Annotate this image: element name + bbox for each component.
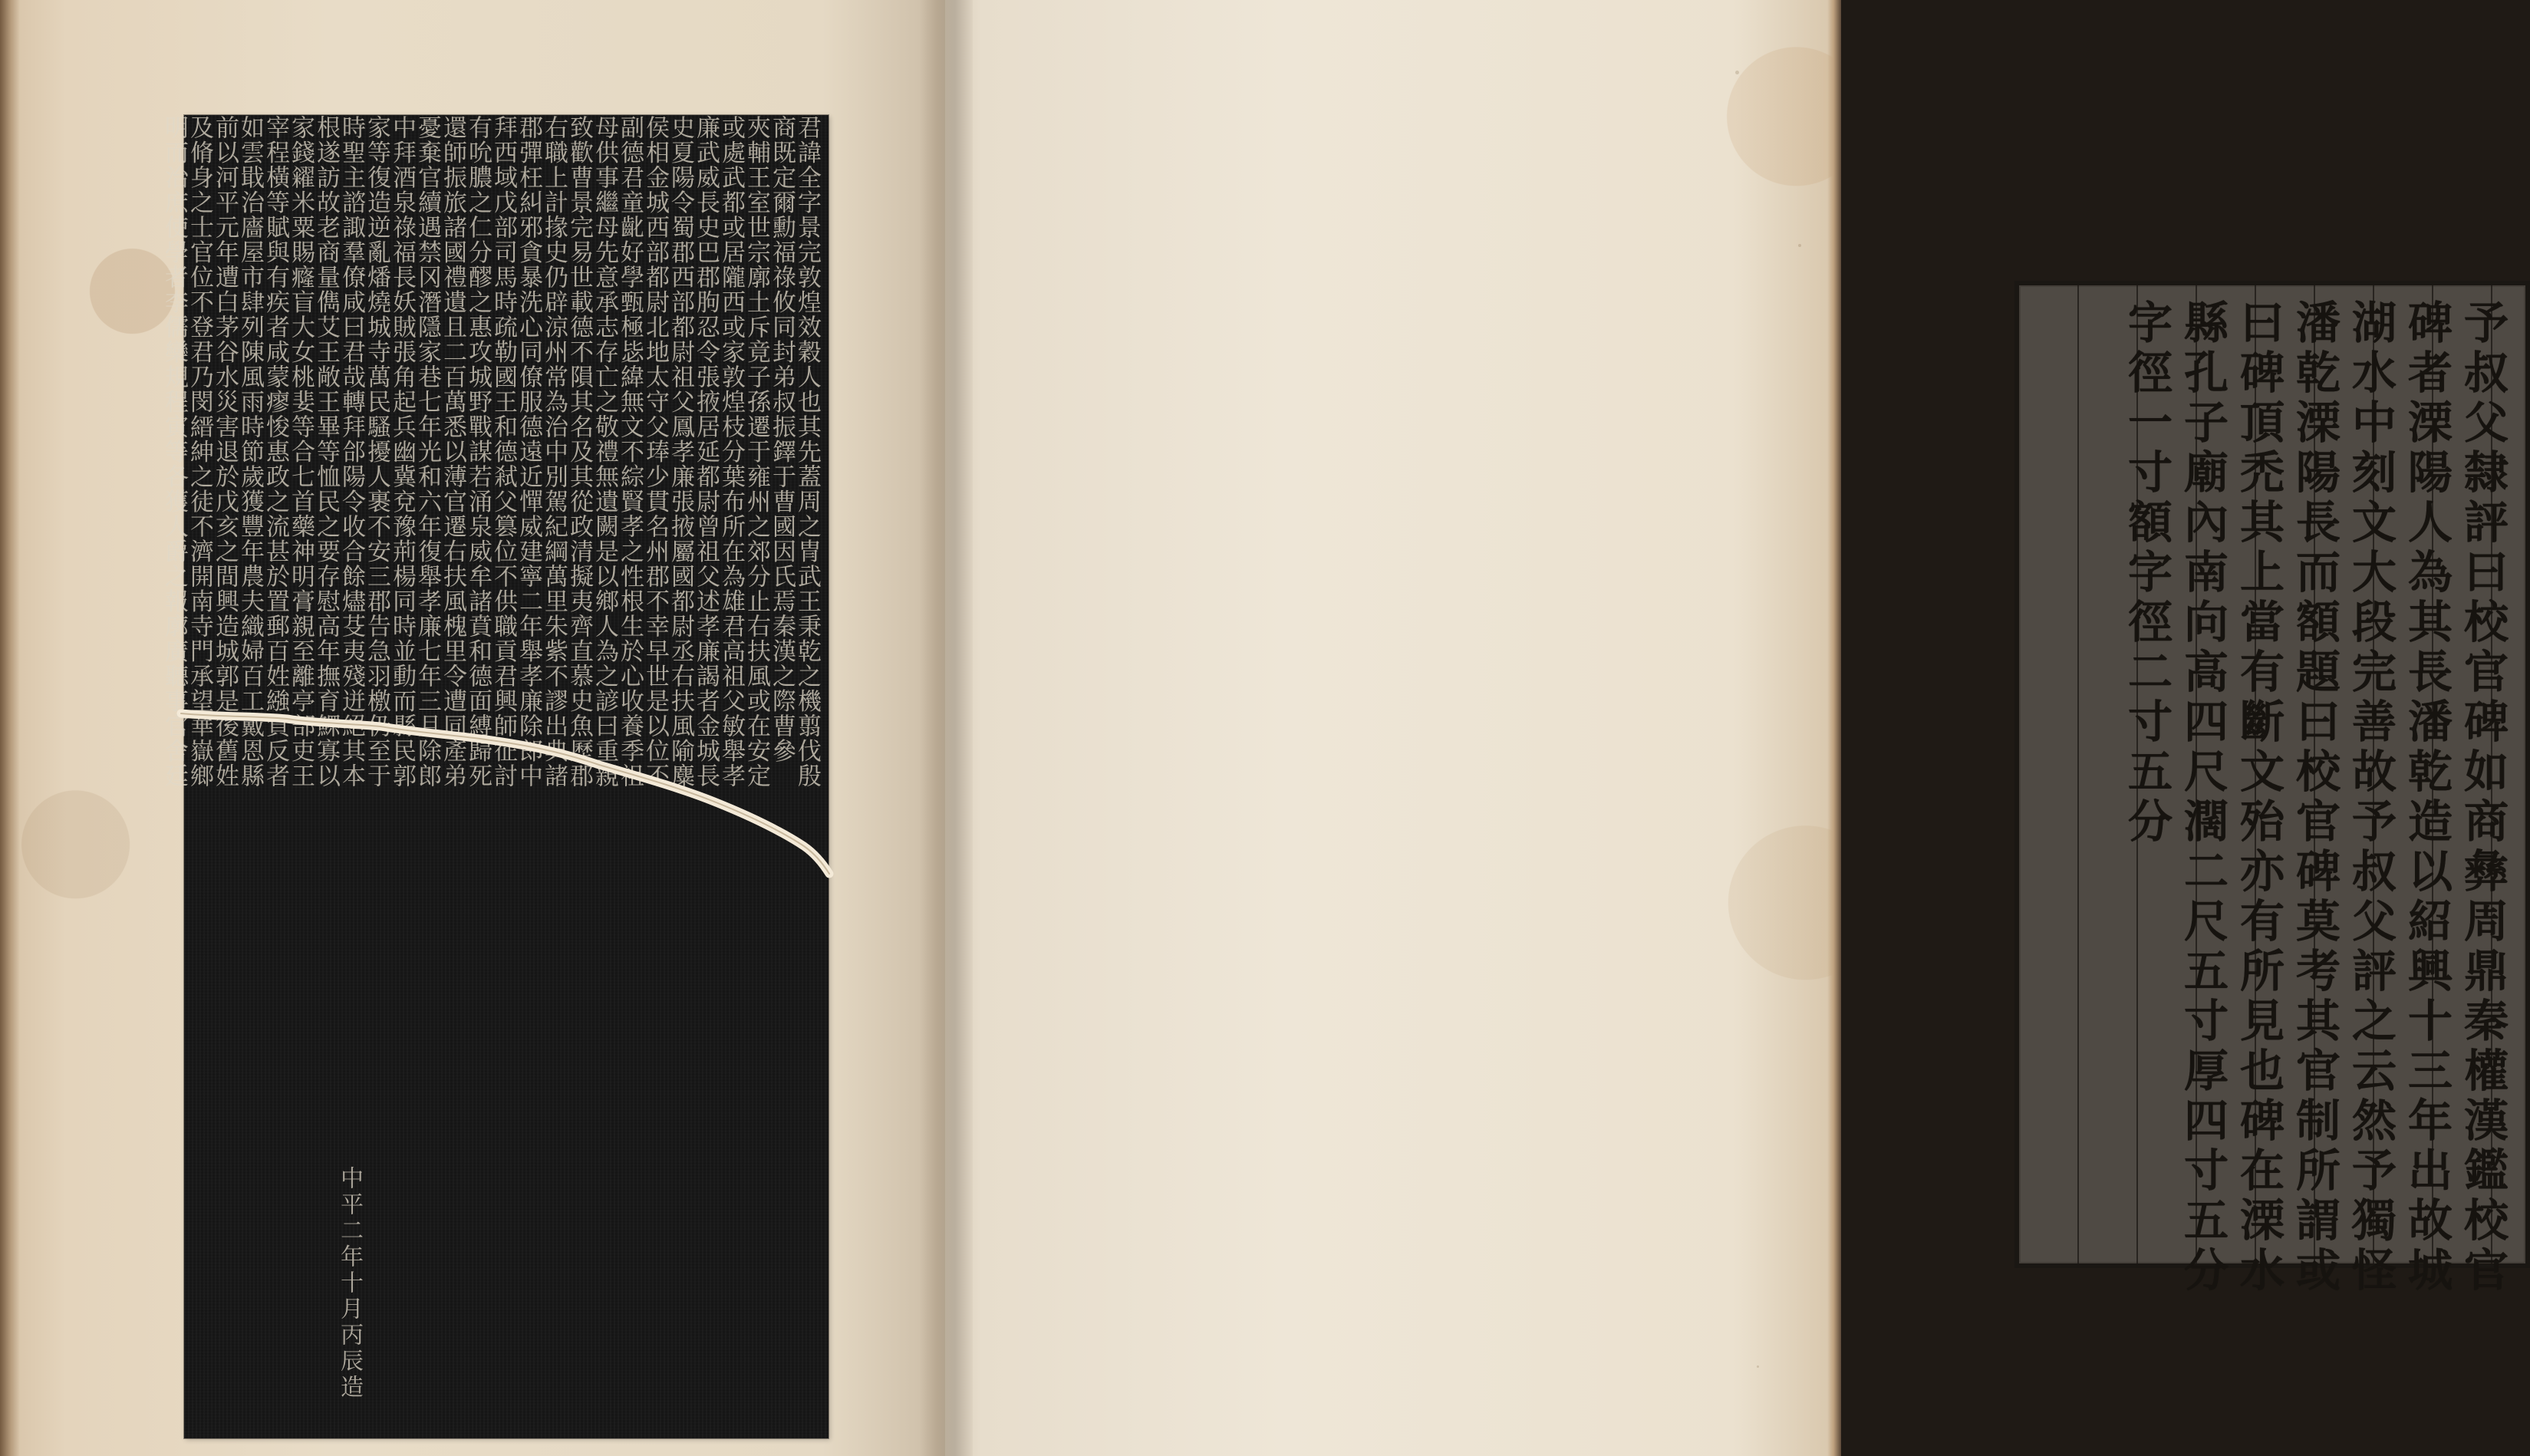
rubbing-column: 史夏陽令蜀郡西部都尉祖父鳳孝廉張掖屬國都尉丞右扶風隃麋 [667,115,694,789]
rubbing-column: 廉武威長史巴郡朐忍令張掖居延都尉曾祖父述孝廉謁者金城長 [692,115,720,789]
commentary-text-columns [1950,299,2510,1296]
rubbing-column: 副德君童齔好學甄極毖緯無文不綜賢孝之性根生於心收養季祖 [616,115,644,789]
rubbing-column: 家錢糴米粟賜癃盲大女桃婓等合七首藥神明膏親至離亭部吏王 [287,115,315,789]
rubbing-column: 及脩身之士官位不登君乃閔縉紳之徒不濟開南寺門承望華嶽鄉 [186,115,213,789]
commentary-column: 縣孔子廟內南向高四尺濶二尺五寸厚四寸五分 [2176,299,2229,1296]
rubbing-column: 有吮膿之仁分醪之惠攻城野戰謀若涌泉威牟諸賁和德面縛歸死 [464,115,492,789]
rubbing-column: 商既定爾勳福祿攸同封弟叔振鐸于曹國因氏焉秦漢之際曹參 [768,115,796,763]
rubbing-column: 侯相金城西部都尉北地太守父琫少貫名州郡不幸早世是以位不 [641,115,669,789]
commentary-column: 潘乾溧陽長而額題曰校官碑莫考其官制所謂或 [2288,299,2341,1296]
rubbing-column: 拜西域戊部司馬時疏勒國王和德弒父篡位不供職貢君興師征討 [489,115,517,789]
commentary-column: 字徑一寸額字徑二寸五分 [2120,299,2173,848]
right-page-edge [1827,0,1841,1456]
paper-speck [1798,244,1801,247]
rubbing-column: 時聖主諮諏羣僚咸曰君哉轉拜郃陽令收合餘燼芟夷殘迸絕其本 [338,115,365,789]
commentary-column: 碑者溧陽人為其長潘乾造以紹興十三年出故城 [2400,299,2453,1296]
rubbing-column: 中拜酒泉祿福長妖賊張角起兵幽冀兗豫荊楊同時並動而縣民郭 [388,115,416,789]
rubbing-column: 夾輔王室世宗廓土斥竟子孫遷于雍州之郊分止右扶風或在安定 [743,115,770,789]
rubbing-column: 明而治庶使學者李儒欒規程寅等各獲人爵之報廓廣聽事官舍廷 [160,115,188,789]
rubbing-date-inscription: 中平二年十月丙辰造 [336,1166,363,1401]
commentary-frame [2014,281,2530,1296]
paper-speck [1757,1365,1759,1368]
rubbing-column: 宰程橫等賦與有疾者咸蒙瘳悛惠政之流甚於置郵百姓繈負反者 [262,115,289,789]
right-page [945,0,2509,1456]
rubbing-column: 致歡曹景完易世載德不隕其名及其從政清擬夷齊直慕史魚歷郡 [565,115,593,789]
rubbing-text-columns [160,115,821,1373]
rubbing-column: 母供事繼母先意承志存亡之敬禮無遺闕是以鄉人為之諺曰重親 [591,115,618,789]
paper-speck [1735,71,1739,74]
left-page-edge [0,0,20,1456]
rubbing-column: 郡彈枉糾邪貪暴洗心同僚服德遠近憚威建寧二年舉孝廉除郎中 [515,115,542,789]
rubbing-column: 家等復造逆亂燔燒城寺萬民騷擾人裹不安三郡告急羽檄仍至于 [363,115,390,789]
rubbing-column: 前以河平元年遭白茅谷水災害退於戊亥之間興造城郭是後舊姓 [211,115,239,789]
commentary-column: 湖水中刻文大段完善故予叔父評之云然予獨怪 [2344,299,2397,1296]
rubbing-column: 如雲戢治廧屋市肆列陳風雨時節歲獲豐年農夫織婦百工戴恩縣 [236,115,264,789]
left-page [0,0,945,1456]
commentary-column: 予叔父隸評曰校官碑如商彝周鼎秦權漢鑑校官 [2456,299,2509,1296]
rubbing-column: 君諱全字景完敦煌效穀人也其先蓋周之冑武王秉乾之機翦伐殷 [793,115,821,789]
rubbing-column: 或處武都或居隴西或家敦煌枝分葉布所在為雄君高祖父敏舉孝 [717,115,745,789]
rubbing-column: 憂棄官續遇禁冈潛隱家巷七年光和六年復舉孝廉七年三月除郎 [413,115,441,789]
stele-rubbing [160,115,829,1438]
rubbing-column: 根遂訪故老商量儁艾王敞王畢等恤民之要存慰高年撫育鰥寡以 [312,115,340,789]
commentary-column: 曰碑頂禿其上當有斷文殆亦有所見也碑在溧水 [2232,299,2285,1296]
rubbing-column: 還師振旅諸國禮遺且二百萬悉以薄官遷右扶風槐里令遭同產弟 [439,115,466,789]
rubbing-column: 右職上計掾史仍辟涼州常為治中別駕紀綱萬里朱紫不謬出典諸 [540,115,568,789]
